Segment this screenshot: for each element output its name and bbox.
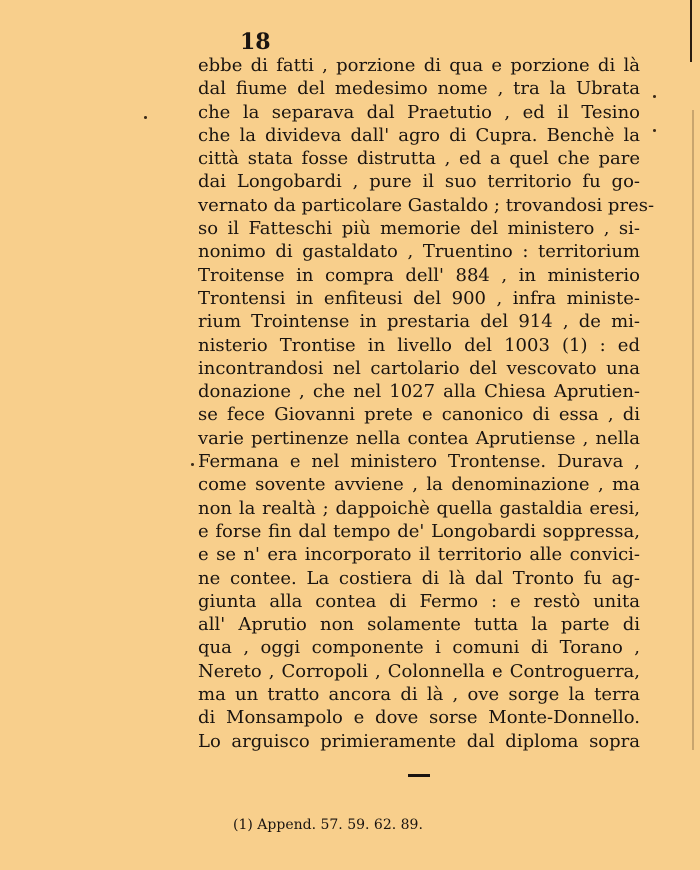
text-line: ne contee. La costiera di là dal Tronto fu ag- bbox=[198, 567, 640, 589]
print-speck bbox=[191, 463, 194, 466]
page-number: 18 bbox=[240, 29, 271, 55]
text-line: donazione , che nel 1027 alla Chiesa Aprutien- bbox=[198, 381, 640, 403]
text-line: vernato da particolare Gastaldo ; trovandosi pres- bbox=[198, 194, 655, 216]
text-line: come sovente avviene , la denominazione , ma bbox=[198, 474, 640, 496]
footnote: (1) Append. 57. 59. 62. 89. bbox=[233, 817, 423, 833]
text-line: ebbe di fatti , porzione di qua e porzione di là bbox=[198, 55, 640, 76]
text-line: che la divideva dall' agro di Cupra. Benchè la bbox=[198, 124, 640, 146]
text-line: città stata fosse distrutta , ed a quel che pare bbox=[198, 148, 640, 170]
text-line: se fece Giovanni prete e canonico di essa , di bbox=[198, 404, 640, 426]
text-line: dai Longobardi , pure il suo territorio fu go- bbox=[198, 171, 640, 193]
text-line: Nereto , Corropoli , Colonnella e Controguerra, bbox=[198, 660, 640, 682]
text-line: Trontensi in enfiteusi del 900 , infra ministe- bbox=[198, 287, 640, 309]
text-line: che la separava dal Praetutio , ed il Tesino bbox=[198, 101, 640, 123]
text-line: varie pertinenze nella contea Aprutiense , nella bbox=[198, 427, 640, 449]
text-line: qua , oggi componente i comuni di Torano , bbox=[198, 637, 640, 659]
text-line: Fermana e nel ministero Trontense. Durava , bbox=[198, 451, 640, 473]
text-line: nisterio Trontise in livello del 1003 (1) : ed bbox=[198, 334, 640, 356]
page-edge-line bbox=[692, 110, 694, 750]
print-speck bbox=[653, 95, 656, 98]
body-text bbox=[198, 54, 655, 753]
text-line: nonimo di gastaldato , Truentino : territorium bbox=[198, 241, 640, 263]
page-edge-shadow bbox=[690, 0, 692, 62]
print-speck bbox=[144, 116, 147, 119]
text-line: Troitense in compra dell' 884 , in ministerio bbox=[198, 264, 640, 286]
print-speck bbox=[653, 129, 656, 132]
text-line: dal fiume del medesimo nome , tra la Ubrata bbox=[198, 78, 640, 100]
text-line: non la realtà ; dappoichè quella gastaldia eresi, bbox=[198, 497, 640, 519]
text-line: Lo arguisco primieramente dal diploma sopra bbox=[198, 730, 640, 752]
text-line: di Monsampolo e dove sorse Monte-Donnello. bbox=[198, 707, 640, 729]
text-line: so il Fatteschi più memorie del ministero , si- bbox=[198, 218, 640, 240]
text-line: rium Trointense in prestaria del 914 , de mi- bbox=[198, 311, 640, 333]
text-line: all' Aprutio non solamente tutta la parte di bbox=[198, 614, 640, 636]
text-line: giunta alla contea di Fermo : e restò unita bbox=[198, 590, 640, 612]
footnote-rule bbox=[408, 774, 430, 777]
text-line: e se n' era incorporato il territorio alle convici- bbox=[198, 544, 640, 566]
text-line: e forse fin dal tempo de' Longobardi soppressa, bbox=[198, 520, 640, 542]
text-line: incontrandosi nel cartolario del vescovato una bbox=[198, 357, 640, 379]
text-line: ma un tratto ancora di là , ove sorge la terra bbox=[198, 684, 640, 706]
